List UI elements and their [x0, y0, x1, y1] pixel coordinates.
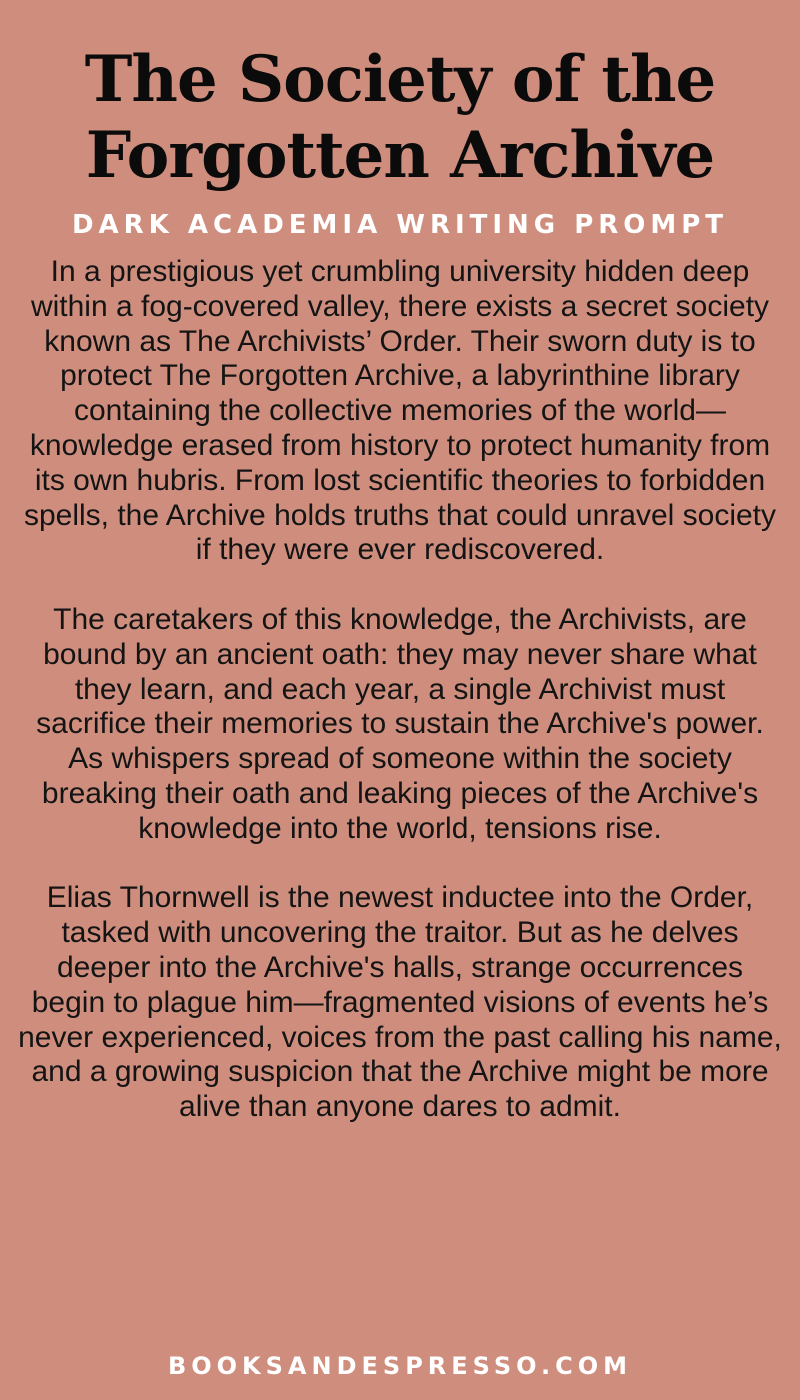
page-title: [20, 42, 780, 194]
paragraph-3: Elias Thornwell is the newest inductee into the Order, tasked with uncovering the traitor. But as he delves deeper into the Archive's halls, strange occurrences begin to plague him—fragmented visions of events he’s never experienced, voices from the past calling his name, and a growing suspicion that the Archive might be more alive than anyone dares to admit.: [18, 881, 782, 1124]
subtitle: DARK ACADEMIA WRITING PROMPT: [71, 210, 729, 240]
paragraph-1: In a prestigious yet crumbling university hidden deep within a fog-covered valley, there exists a secret society known as The Archivists’ Order. Their sworn duty is to protect The Forgotten Archive, a labyrinthine library containing the collective memories of the world—knowledge erased from history to protect humanity from its own hubris. From lost scientific theories to forbidden spells, the Archive holds truths that could unravel society if they were ever rediscovered.: [23, 255, 777, 567]
title-line-2: Forgotten Archive: [85, 118, 715, 193]
title-line-1: The Society of the: [84, 42, 716, 117]
paragraph-2: The caretakers of this knowledge, the Archivists, are bound by an ancient oath: they may never share what they learn, and each year, a single Archivist must sacrifice their memories to sustain the Archive's power. As whispers spread of someone within the society breaking their oath and leaking pieces of the Archive's knowledge into the world, tensions rise.: [36, 602, 764, 845]
prompt-body: [18, 255, 782, 1125]
footer-website: BOOKSANDESPRESSO.COM: [167, 1352, 633, 1380]
